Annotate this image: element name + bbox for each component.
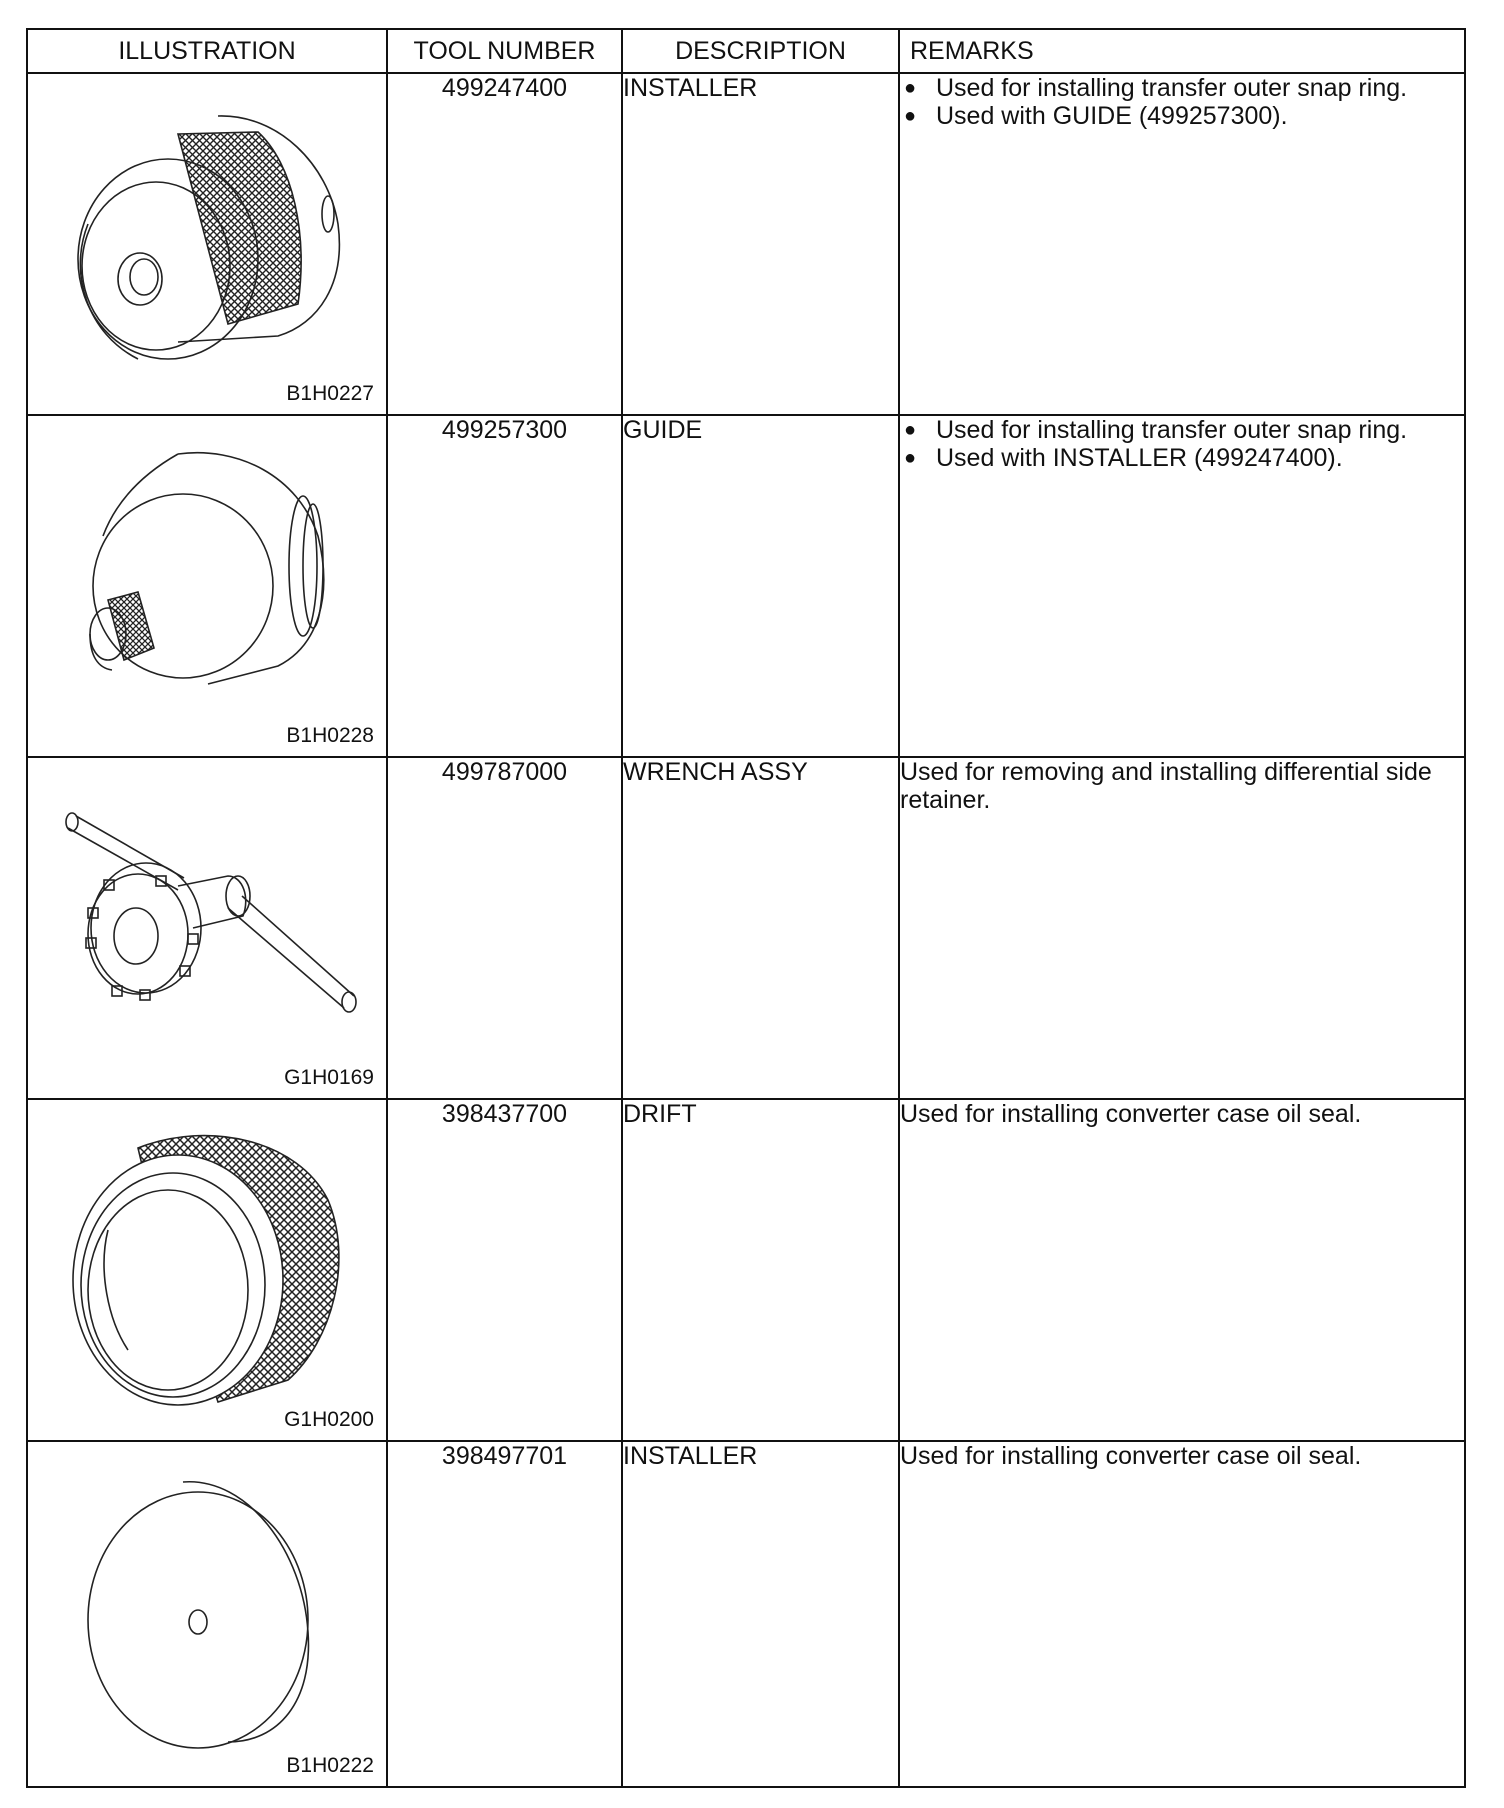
tool-description: INSTALLER (622, 1441, 899, 1787)
table-row (27, 415, 1465, 757)
installer-knurled-cylinder-icon (28, 74, 384, 410)
header-description: DESCRIPTION (622, 29, 899, 73)
illustration-cell (27, 1441, 387, 1787)
installer-disc-icon (28, 1442, 384, 1778)
remark-item: ● Used with INSTALLER (499247400). (900, 444, 1464, 472)
table-row (27, 1099, 1465, 1441)
illustration-cell (27, 415, 387, 757)
tool-remarks: Used for removing and installing differential side retainer. (899, 757, 1465, 1099)
special-tools-table (26, 28, 1466, 1788)
illustration-code: B1H0227 (286, 382, 374, 405)
tool-number: 499257300 (387, 415, 622, 757)
table-row (27, 757, 1465, 1099)
tool-description: GUIDE (622, 415, 899, 757)
wrench-assembly-icon (28, 758, 384, 1094)
header-tool-number: TOOL NUMBER (387, 29, 622, 73)
remark-item: ● Used with GUIDE (499257300). (900, 102, 1464, 130)
remark-item: ● Used for installing transfer outer snap ring. (900, 74, 1464, 102)
remark-item: ● Used for installing transfer outer snap ring. (900, 416, 1464, 444)
tool-number: 398497701 (387, 1441, 622, 1787)
illustration-code: G1H0200 (284, 1408, 374, 1431)
table-header-row (27, 29, 1465, 73)
illustration-cell (27, 73, 387, 415)
table-row (27, 1441, 1465, 1787)
tool-number: 499247400 (387, 73, 622, 415)
illustration-cell (27, 1099, 387, 1441)
tool-description: WRENCH ASSY (622, 757, 899, 1099)
tool-number: 499787000 (387, 757, 622, 1099)
knurled-drift-icon (28, 1100, 384, 1436)
header-illustration: ILLUSTRATION (27, 29, 387, 73)
tool-remarks: Used for installing converter case oil seal. (899, 1099, 1465, 1441)
tool-remarks (899, 73, 1465, 415)
header-remarks: REMARKS (899, 29, 1465, 73)
tool-description: INSTALLER (622, 73, 899, 415)
tool-number: 398437700 (387, 1099, 622, 1441)
tool-remarks: Used for installing converter case oil seal. (899, 1441, 1465, 1787)
illustration-code: B1H0222 (286, 1754, 374, 1777)
tool-remarks (899, 415, 1465, 757)
table-row (27, 73, 1465, 415)
illustration-code: G1H0169 (284, 1066, 374, 1089)
guide-stepped-cylinder-icon (28, 416, 384, 752)
illustration-code: B1H0228 (286, 724, 374, 747)
illustration-cell (27, 757, 387, 1099)
tool-description: DRIFT (622, 1099, 899, 1441)
